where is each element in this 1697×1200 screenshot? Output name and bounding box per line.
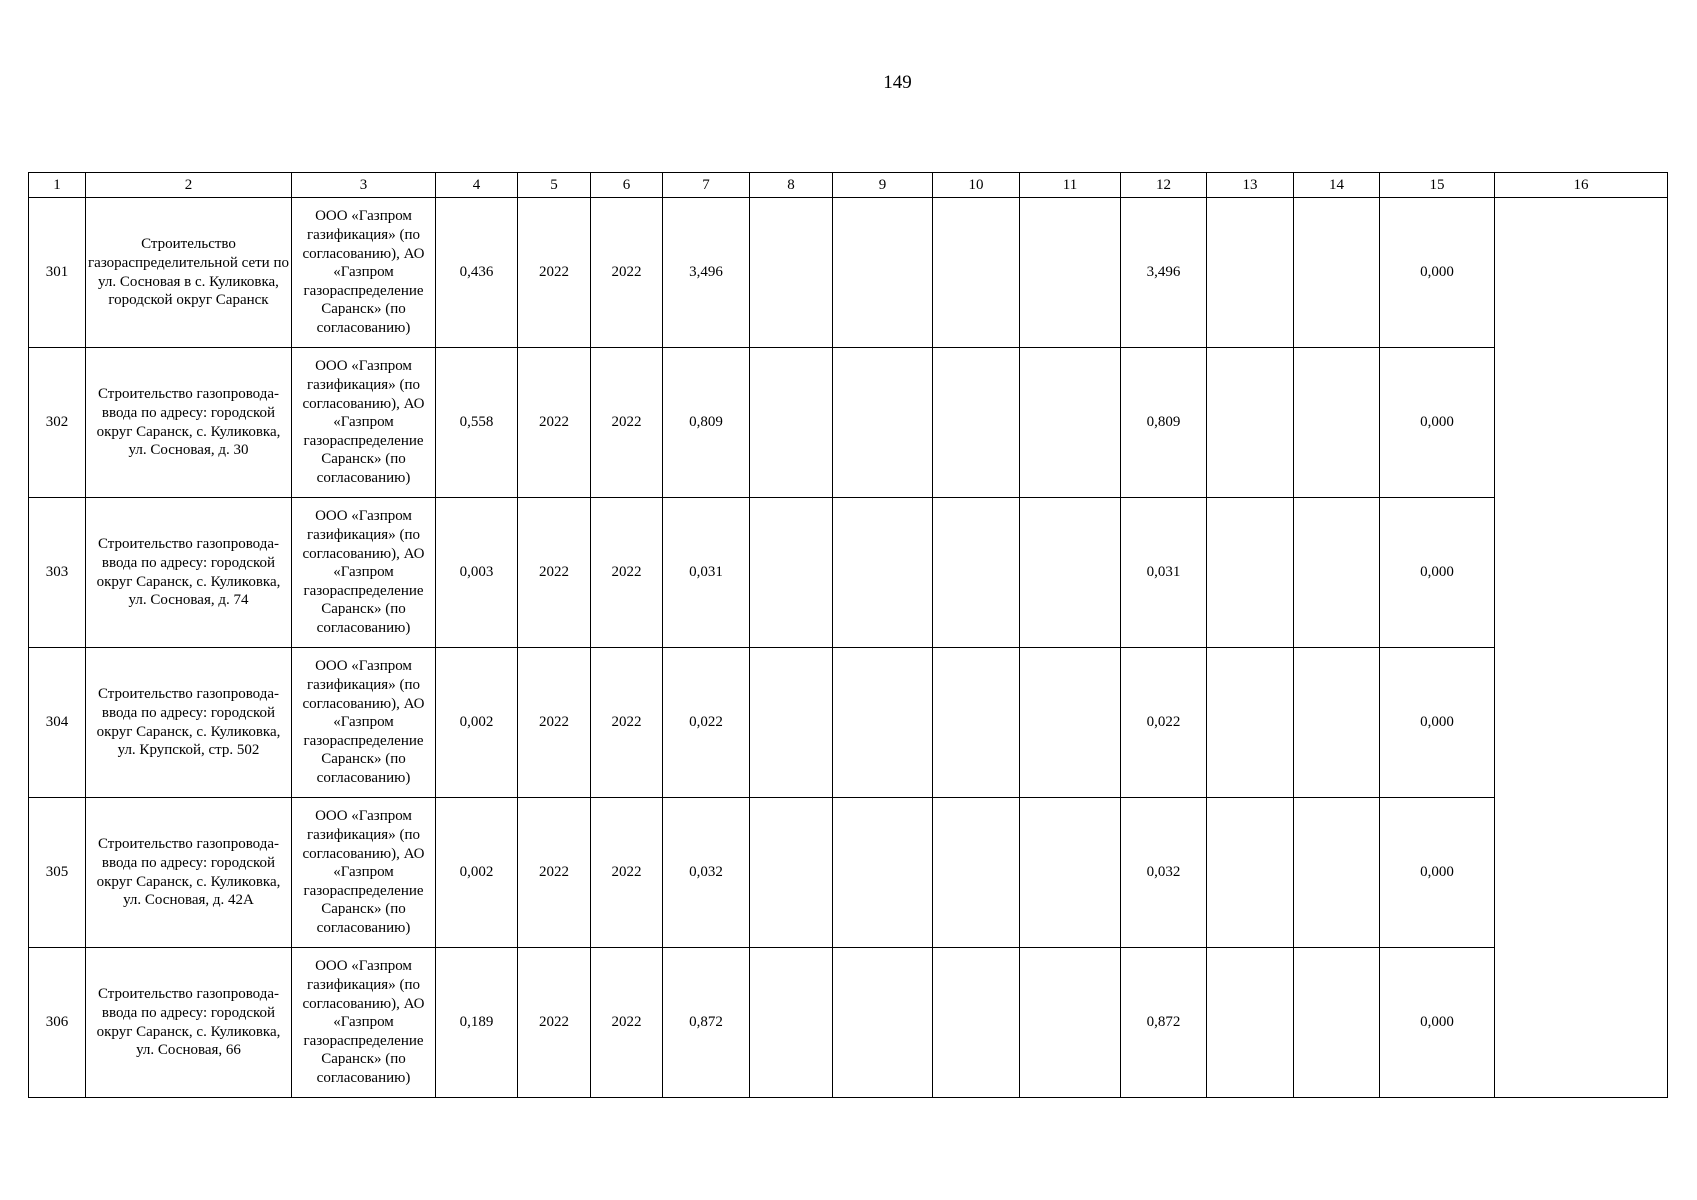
cell-col-5: 2022 — [518, 948, 591, 1098]
cell-col-4: 0,002 — [436, 798, 518, 948]
cell-col-10 — [933, 348, 1020, 498]
project-description: Строительство газопровода-ввода по адресу: городской округ Саранск, с. Куликовка, ул. Сосновая, д. 74 — [86, 498, 292, 648]
cell-col-4: 0,189 — [436, 948, 518, 1098]
project-description: Строительство газопровода-ввода по адресу: городской округ Саранск, с. Куликовка, ул. Сосновая, 66 — [86, 948, 292, 1098]
cell-col-7: 0,032 — [663, 798, 750, 948]
responsible-organization: ООО «Газпром газификация» (по согласованию), АО «Газпром газораспределение Саранск» (по согласованию) — [292, 498, 436, 648]
cell-col-7: 3,496 — [663, 198, 750, 348]
cell-col-13 — [1207, 348, 1294, 498]
row-number: 304 — [29, 648, 86, 798]
cell-col-9 — [833, 348, 933, 498]
cell-col-11 — [1020, 348, 1121, 498]
column-header: 13 — [1207, 173, 1294, 198]
column-header: 10 — [933, 173, 1020, 198]
cell-col-13 — [1207, 498, 1294, 648]
column-header: 11 — [1020, 173, 1121, 198]
cell-col-6: 2022 — [591, 798, 663, 948]
cell-col-14 — [1294, 948, 1380, 1098]
column-header: 5 — [518, 173, 591, 198]
cell-col-13 — [1207, 648, 1294, 798]
row-number: 301 — [29, 198, 86, 348]
cell-col-10 — [933, 948, 1020, 1098]
cell-col-6: 2022 — [591, 948, 663, 1098]
row-number: 306 — [29, 948, 86, 1098]
cell-col-7: 0,022 — [663, 648, 750, 798]
responsible-organization: ООО «Газпром газификация» (по согласованию), АО «Газпром газораспределение Саранск» (по согласованию) — [292, 648, 436, 798]
cell-col-12: 0,809 — [1121, 348, 1207, 498]
cell-col-11 — [1020, 948, 1121, 1098]
project-description: Строительство газопровода-ввода по адресу: городской округ Саранск, с. Куликовка, ул. Сосновая, д. 30 — [86, 348, 292, 498]
cell-col-16-merged — [1495, 198, 1668, 1098]
cell-col-15: 0,000 — [1380, 648, 1495, 798]
responsible-organization: ООО «Газпром газификация» (по согласованию), АО «Газпром газораспределение Саранск» (по согласованию) — [292, 198, 436, 348]
table-row — [29, 198, 1668, 348]
project-description: Строительство газопровода-ввода по адресу: городской округ Саранск, с. Куликовка, ул. Сосновая, д. 42А — [86, 798, 292, 948]
cell-col-14 — [1294, 498, 1380, 648]
cell-col-10 — [933, 498, 1020, 648]
row-number: 302 — [29, 348, 86, 498]
cell-col-6: 2022 — [591, 348, 663, 498]
cell-col-10 — [933, 648, 1020, 798]
cell-col-15: 0,000 — [1380, 198, 1495, 348]
cell-col-10 — [933, 798, 1020, 948]
cell-col-6: 2022 — [591, 498, 663, 648]
column-header: 12 — [1121, 173, 1207, 198]
cell-col-6: 2022 — [591, 198, 663, 348]
responsible-organization: ООО «Газпром газификация» (по согласованию), АО «Газпром газораспределение Саранск» (по согласованию) — [292, 948, 436, 1098]
row-number: 305 — [29, 798, 86, 948]
cell-col-5: 2022 — [518, 198, 591, 348]
cell-col-13 — [1207, 948, 1294, 1098]
column-header: 1 — [29, 173, 86, 198]
column-header: 2 — [86, 173, 292, 198]
column-header: 6 — [591, 173, 663, 198]
cell-col-9 — [833, 948, 933, 1098]
cell-col-9 — [833, 798, 933, 948]
row-number: 303 — [29, 498, 86, 648]
responsible-organization: ООО «Газпром газификация» (по согласованию), АО «Газпром газораспределение Саранск» (по согласованию) — [292, 348, 436, 498]
responsible-organization: ООО «Газпром газификация» (по согласованию), АО «Газпром газораспределение Саранск» (по согласованию) — [292, 798, 436, 948]
cell-col-4: 0,002 — [436, 648, 518, 798]
cell-col-14 — [1294, 198, 1380, 348]
cell-col-10 — [933, 198, 1020, 348]
cell-col-4: 0,436 — [436, 198, 518, 348]
cell-col-14 — [1294, 348, 1380, 498]
cell-col-12: 0,022 — [1121, 648, 1207, 798]
cell-col-8 — [750, 648, 833, 798]
cell-col-14 — [1294, 798, 1380, 948]
column-header: 16 — [1495, 173, 1668, 198]
data-table — [28, 172, 1668, 1098]
cell-col-7: 0,809 — [663, 348, 750, 498]
table-row — [29, 648, 1668, 798]
column-header: 3 — [292, 173, 436, 198]
cell-col-12: 0,032 — [1121, 798, 1207, 948]
cell-col-9 — [833, 198, 933, 348]
cell-col-15: 0,000 — [1380, 798, 1495, 948]
cell-col-7: 0,872 — [663, 948, 750, 1098]
column-header: 7 — [663, 173, 750, 198]
page-number: 149 — [883, 72, 912, 93]
cell-col-5: 2022 — [518, 498, 591, 648]
cell-col-5: 2022 — [518, 648, 591, 798]
project-description: Строительство газораспределительной сети по ул. Сосновая в с. Куликовка, городской округ Саранск — [86, 198, 292, 348]
cell-col-13 — [1207, 198, 1294, 348]
table-row — [29, 948, 1668, 1098]
cell-col-8 — [750, 198, 833, 348]
cell-col-9 — [833, 498, 933, 648]
project-description: Строительство газопровода-ввода по адресу: городской округ Саранск, с. Куликовка, ул. Крупской, стр. 502 — [86, 648, 292, 798]
table-row — [29, 798, 1668, 948]
cell-col-11 — [1020, 498, 1121, 648]
column-header: 9 — [833, 173, 933, 198]
column-header: 14 — [1294, 173, 1380, 198]
cell-col-4: 0,558 — [436, 348, 518, 498]
cell-col-4: 0,003 — [436, 498, 518, 648]
cell-col-12: 0,872 — [1121, 948, 1207, 1098]
cell-col-11 — [1020, 798, 1121, 948]
cell-col-6: 2022 — [591, 648, 663, 798]
cell-col-8 — [750, 948, 833, 1098]
cell-col-11 — [1020, 198, 1121, 348]
column-header: 15 — [1380, 173, 1495, 198]
cell-col-14 — [1294, 648, 1380, 798]
cell-col-15: 0,000 — [1380, 348, 1495, 498]
column-header: 8 — [750, 173, 833, 198]
cell-col-8 — [750, 348, 833, 498]
table-row — [29, 348, 1668, 498]
cell-col-7: 0,031 — [663, 498, 750, 648]
cell-col-8 — [750, 798, 833, 948]
cell-col-12: 3,496 — [1121, 198, 1207, 348]
cell-col-5: 2022 — [518, 798, 591, 948]
column-header: 4 — [436, 173, 518, 198]
cell-col-15: 0,000 — [1380, 948, 1495, 1098]
cell-col-11 — [1020, 648, 1121, 798]
cell-col-15: 0,000 — [1380, 498, 1495, 648]
cell-col-9 — [833, 648, 933, 798]
cell-col-12: 0,031 — [1121, 498, 1207, 648]
header-row — [29, 173, 1668, 198]
cell-col-8 — [750, 498, 833, 648]
cell-col-13 — [1207, 798, 1294, 948]
cell-col-5: 2022 — [518, 348, 591, 498]
table-row — [29, 498, 1668, 648]
